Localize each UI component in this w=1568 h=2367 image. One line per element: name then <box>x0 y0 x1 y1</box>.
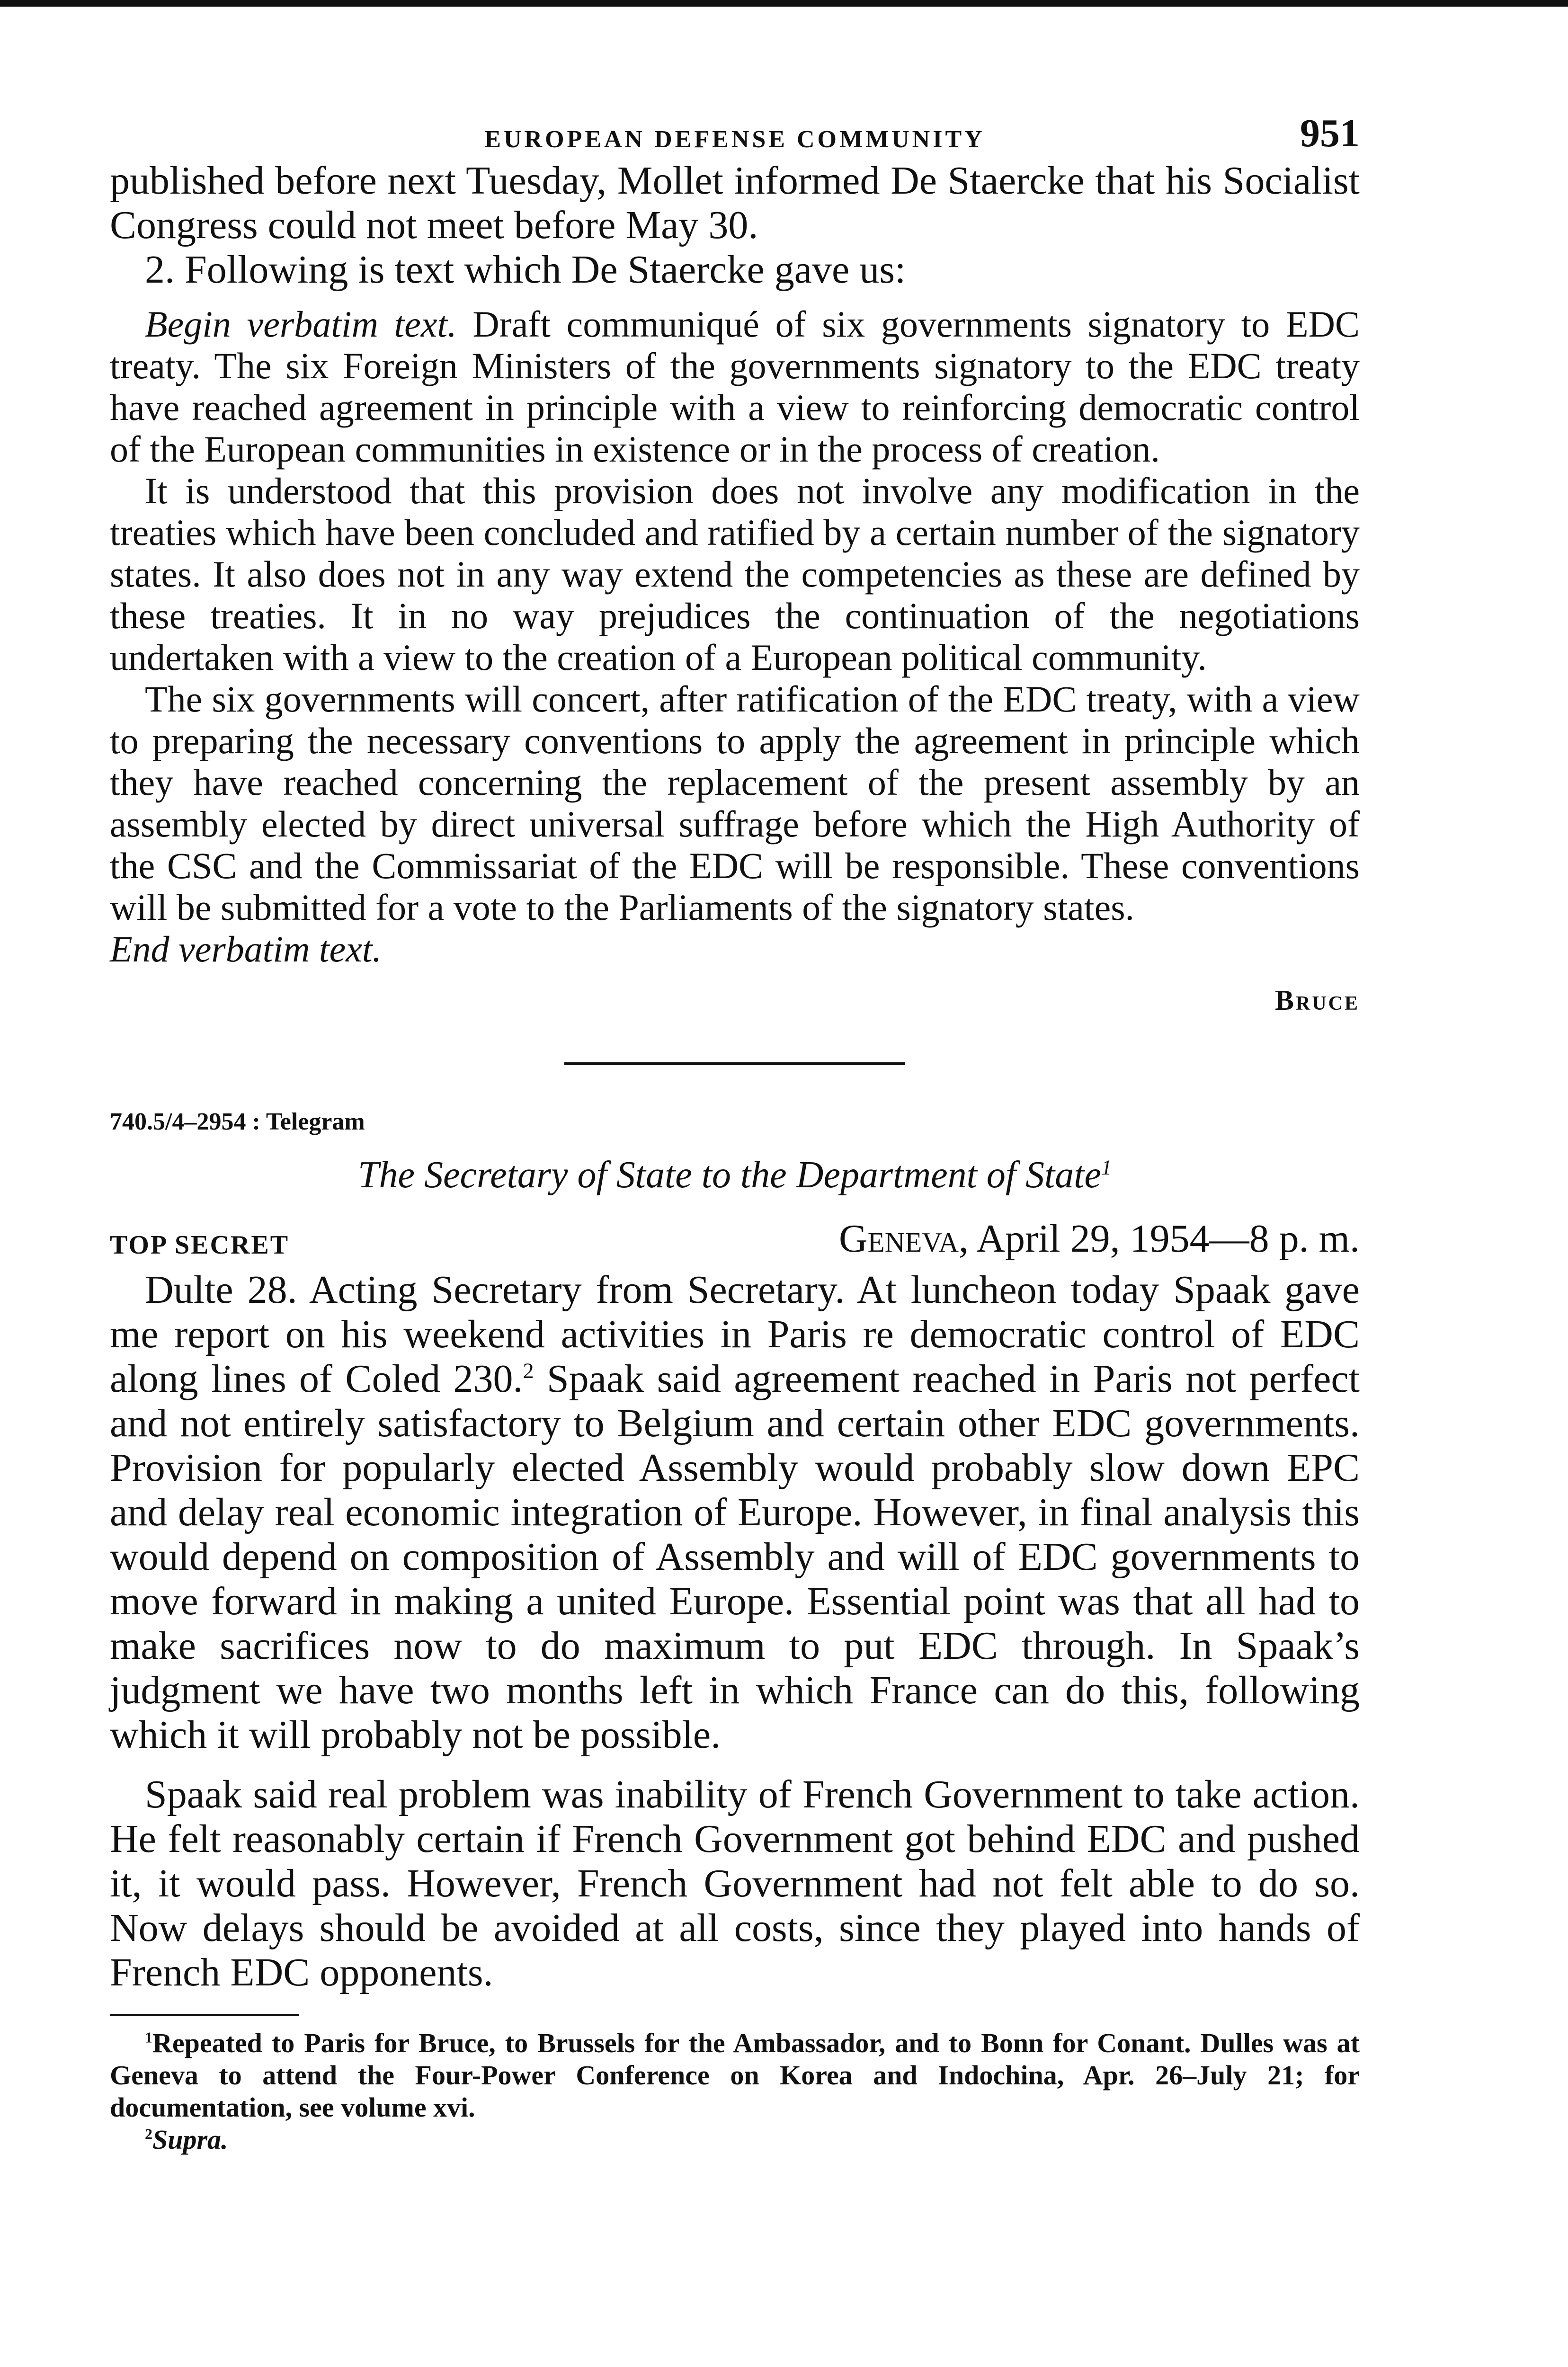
document-title <box>110 1154 1360 1197</box>
begin-verbatim-label: Begin verbatim text. <box>145 303 457 345</box>
footnote-marker-2: 2 <box>523 1359 534 1383</box>
footnote-2-text: Supra. <box>152 2124 228 2155</box>
dateline-date: April 29, 1954—8 p. m. <box>968 1217 1360 1261</box>
continuation-paragraph: published before next Tuesday, Mollet informed De Staercke that his Socialist Congress could not meet before May 30. <box>110 159 1360 247</box>
footnote-1-text: Repeated to Paris for Bruce, to Brussels for the Ambassador, and to Bonn for Conant. Dulles was at Geneva to attend the Four-Power Conference on Korea and Indochina, Apr. 26–July 21; for documentation, see volume xvi. <box>110 2028 1360 2123</box>
document-page <box>110 107 1360 2156</box>
verbatim-communique <box>110 303 1360 970</box>
dateline-place: Geneva, <box>839 1217 969 1261</box>
telegram-paragraph-2: Spaak said real problem was inability of French Government to take action. He felt reasonably certain if French Government got behind EDC and pushed it, it would pass. However, French Government had not felt able to do so. Now delays should be avoided at all costs, since they played into hands of French EDC opponents. <box>110 1772 1360 1994</box>
dateline <box>839 1216 1360 1262</box>
verbatim-paragraph-1 <box>110 303 1360 470</box>
section-divider <box>564 1062 905 1065</box>
telegram-paragraph-1-end: Spaak said agreement reached in Paris not perfect and not entirely satisfactory to Belgium and certain other EDC governments. Provision for popularly elected Assembly would probably slow down EPC and delay real economic integration of Europe. However, in final analysis this would depend on composition of Assembly and will of EDC governments to move forward in making a united Europe. Essential point was that all had to make sacrifices now to do maximum to put EDC through. In Spaak’s judgment we have two months left in which France can do this, following which it will probably not be possible. <box>110 1357 1360 1757</box>
document-header-line <box>110 1216 1360 1263</box>
verbatim-paragraph-3: The six governments will concert, after ratification of the EDC treaty, with a view to preparing the necessary conventions to apply the agreement in principle which they have reached concerning the replacement of the present assembly by an assembly elected by direct universal suffrage before which the High Authority of the CSC and the Commissariat of the EDC will be responsible. These conventions will be submitted for a vote to the Parliaments of the signatory states. <box>110 678 1360 928</box>
running-head-title: EUROPEAN DEFENSE COMMUNITY <box>484 126 985 153</box>
running-head <box>110 107 1360 159</box>
footnote-2-marker: 2 <box>145 2126 152 2143</box>
footnotes <box>110 2027 1360 2156</box>
document-reference: 740.5/4–2954 : Telegram <box>110 1108 365 1135</box>
end-verbatim-label: End verbatim text. <box>110 928 382 970</box>
classification-label: TOP SECRET <box>110 1230 290 1260</box>
signature: Bruce <box>1274 985 1360 1016</box>
verbatim-paragraph-2: It is understood that this provision does not involve any modification in the treaties which have been concluded and ratified by a certain number of the signatory states. It also does not in any way extend the competencies as these are defined by these treaties. It in no way prejudices the continuation of the negotiations undertaken with a view to the creation of a European political community. <box>110 470 1360 678</box>
footnote-1-marker: 1 <box>145 2029 152 2046</box>
telegram-paragraph-1 <box>110 1268 1360 1757</box>
page-top-rule <box>0 0 1568 7</box>
document-title-text: The Secretary of State to the Department of State <box>357 1154 1102 1196</box>
verbatim-paragraph-1-text: Draft communiqué of six governments signatory to EDC treaty. The six Foreign Ministers of the governments signatory to the EDC treaty have reached agreement in principle with a view to reinforcing democratic control of the European communities in existence or in the process of creation. <box>110 303 1360 470</box>
numbered-paragraph-2: 2. Following is text which De Staercke gave us: <box>145 248 906 292</box>
footnote-rule <box>110 2014 299 2016</box>
telegram-paragraph-1-start: Dulte 28. Acting Secretary from Secretary. At luncheon today Spaak gave me report on his weekend activities in Paris re democratic control of EDC along lines of Coled 230. <box>110 1268 1360 1401</box>
page-number: 951 <box>1300 111 1360 155</box>
footnote-1 <box>110 2027 1360 2124</box>
footnote-2 <box>110 2124 1360 2156</box>
title-footnote-marker: 1 <box>1101 1156 1112 1179</box>
